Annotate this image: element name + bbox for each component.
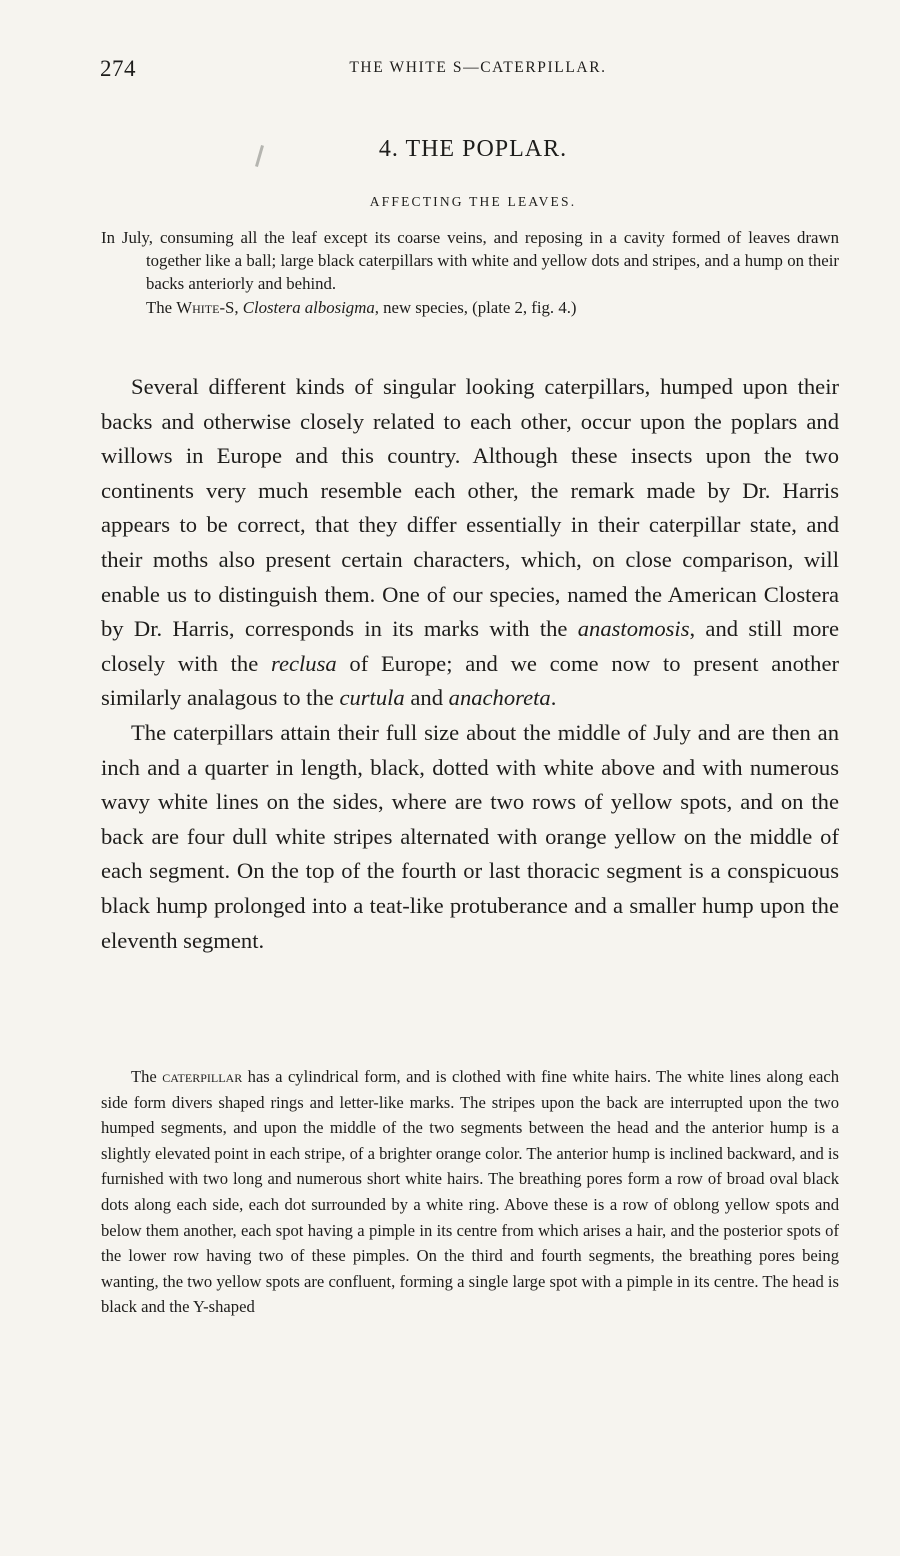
p1-text-c: of Europe; and we come now to present another similarly analagous to the — [101, 650, 839, 711]
description-lead-prefix: The — [131, 1067, 163, 1086]
p1-text-b: , and still more closely with the — [101, 616, 839, 676]
species-suffix: , new species, (plate 2, fig. 4.) — [374, 297, 577, 317]
paragraph-1 — [101, 370, 839, 716]
summary-block — [101, 226, 839, 319]
p1-italic-curtula: curtula — [339, 685, 405, 711]
p1-text-a: Several different kinds of singular looking caterpillars, humped upon their backs and otherwise closely related to each other, occur upon the poplars and willows in Europe and this country. Although these insects upon the two continents very much resemble each other, the remark made by Dr. Harris appears to be correct, that they differ essentially in their caterpillar state, and their moths also present certain characters, which, on close comparison, will enable us to distinguish them. One of our species, named the American Clostera by Dr. Harris, corresponds in its marks with the — [101, 374, 839, 642]
body-text — [101, 370, 839, 958]
description-lead-word: caterpillar — [162, 1067, 243, 1086]
description-text: has a cylindrical form, and is clothed with fine white hairs. The white lines along each side form divers shaped rings and letter-like marks. The stripes upon the back are interrupted upon the two humped segments, and upon the middle of the two segments between the head and the anterior hump is a slightly elevated point in each stripe, of a brighter orange color. The anterior hump is inclined backward, and is furnished with two long and numerous short white hairs. The breathing pores form a row of broad oval black dots along each side, each dot surrounded by a white ring. Above these is a row of oblong yellow spots and below them another, each spot having a pimple in its centre from which arises a hair, and the posterior spots of the lower row having two of these pimples. On the third and fourth segments, the breathing pores being wanting, the two yellow spots are confluent, forming a single large spot with a pimple in its centre. The head is black and the Y-shaped — [101, 1067, 839, 1317]
section-subtitle: AFFECTING THE LEAVES. — [369, 194, 577, 209]
p1-italic-reclusa: reclusa — [270, 650, 337, 676]
p1-italic-anachoreta: anachoreta — [448, 685, 551, 711]
running-title: THE WHITE S—CATERPILLAR. — [349, 59, 607, 76]
description-paragraph — [101, 1064, 839, 1320]
page-number: 274 — [100, 56, 136, 81]
section-title: 4. THE POPLAR. — [378, 136, 568, 162]
description-block — [101, 1064, 839, 1320]
species-separator: , — [234, 297, 243, 317]
p1-text-e: . — [550, 685, 557, 711]
p1-italic-anastomosis: anastomosis — [577, 616, 690, 642]
paragraph-2: The caterpillars attain their full size about the middle of July and are then an inch and a quarter in length, black, dotted with white above and with numerous wavy white lines on the sides, where are two rows of yellow spots, and on the back are four dull white stripes alternated with orange yellow on the middle of each segment. On the top of the fourth or last thoracic segment is a conspicuous black hump prolonged into a teat-like protuberance and a smaller hump upon the eleventh segment. — [101, 719, 839, 953]
species-prefix: The — [146, 297, 177, 317]
species-latin-name: Clostera albosigma — [242, 297, 375, 317]
p1-text-d: and — [404, 685, 449, 711]
species-line — [101, 296, 839, 319]
summary-text: In July, consuming all the leaf except its coarse veins, and reposing in a cavity formed of leaves drawn together like a ball; large black caterpillars with white and yellow dots and stripes, and a hump on their backs anteriorly and behind. — [101, 228, 839, 294]
running-head — [100, 56, 846, 86]
species-common-name: White-S — [176, 297, 235, 317]
